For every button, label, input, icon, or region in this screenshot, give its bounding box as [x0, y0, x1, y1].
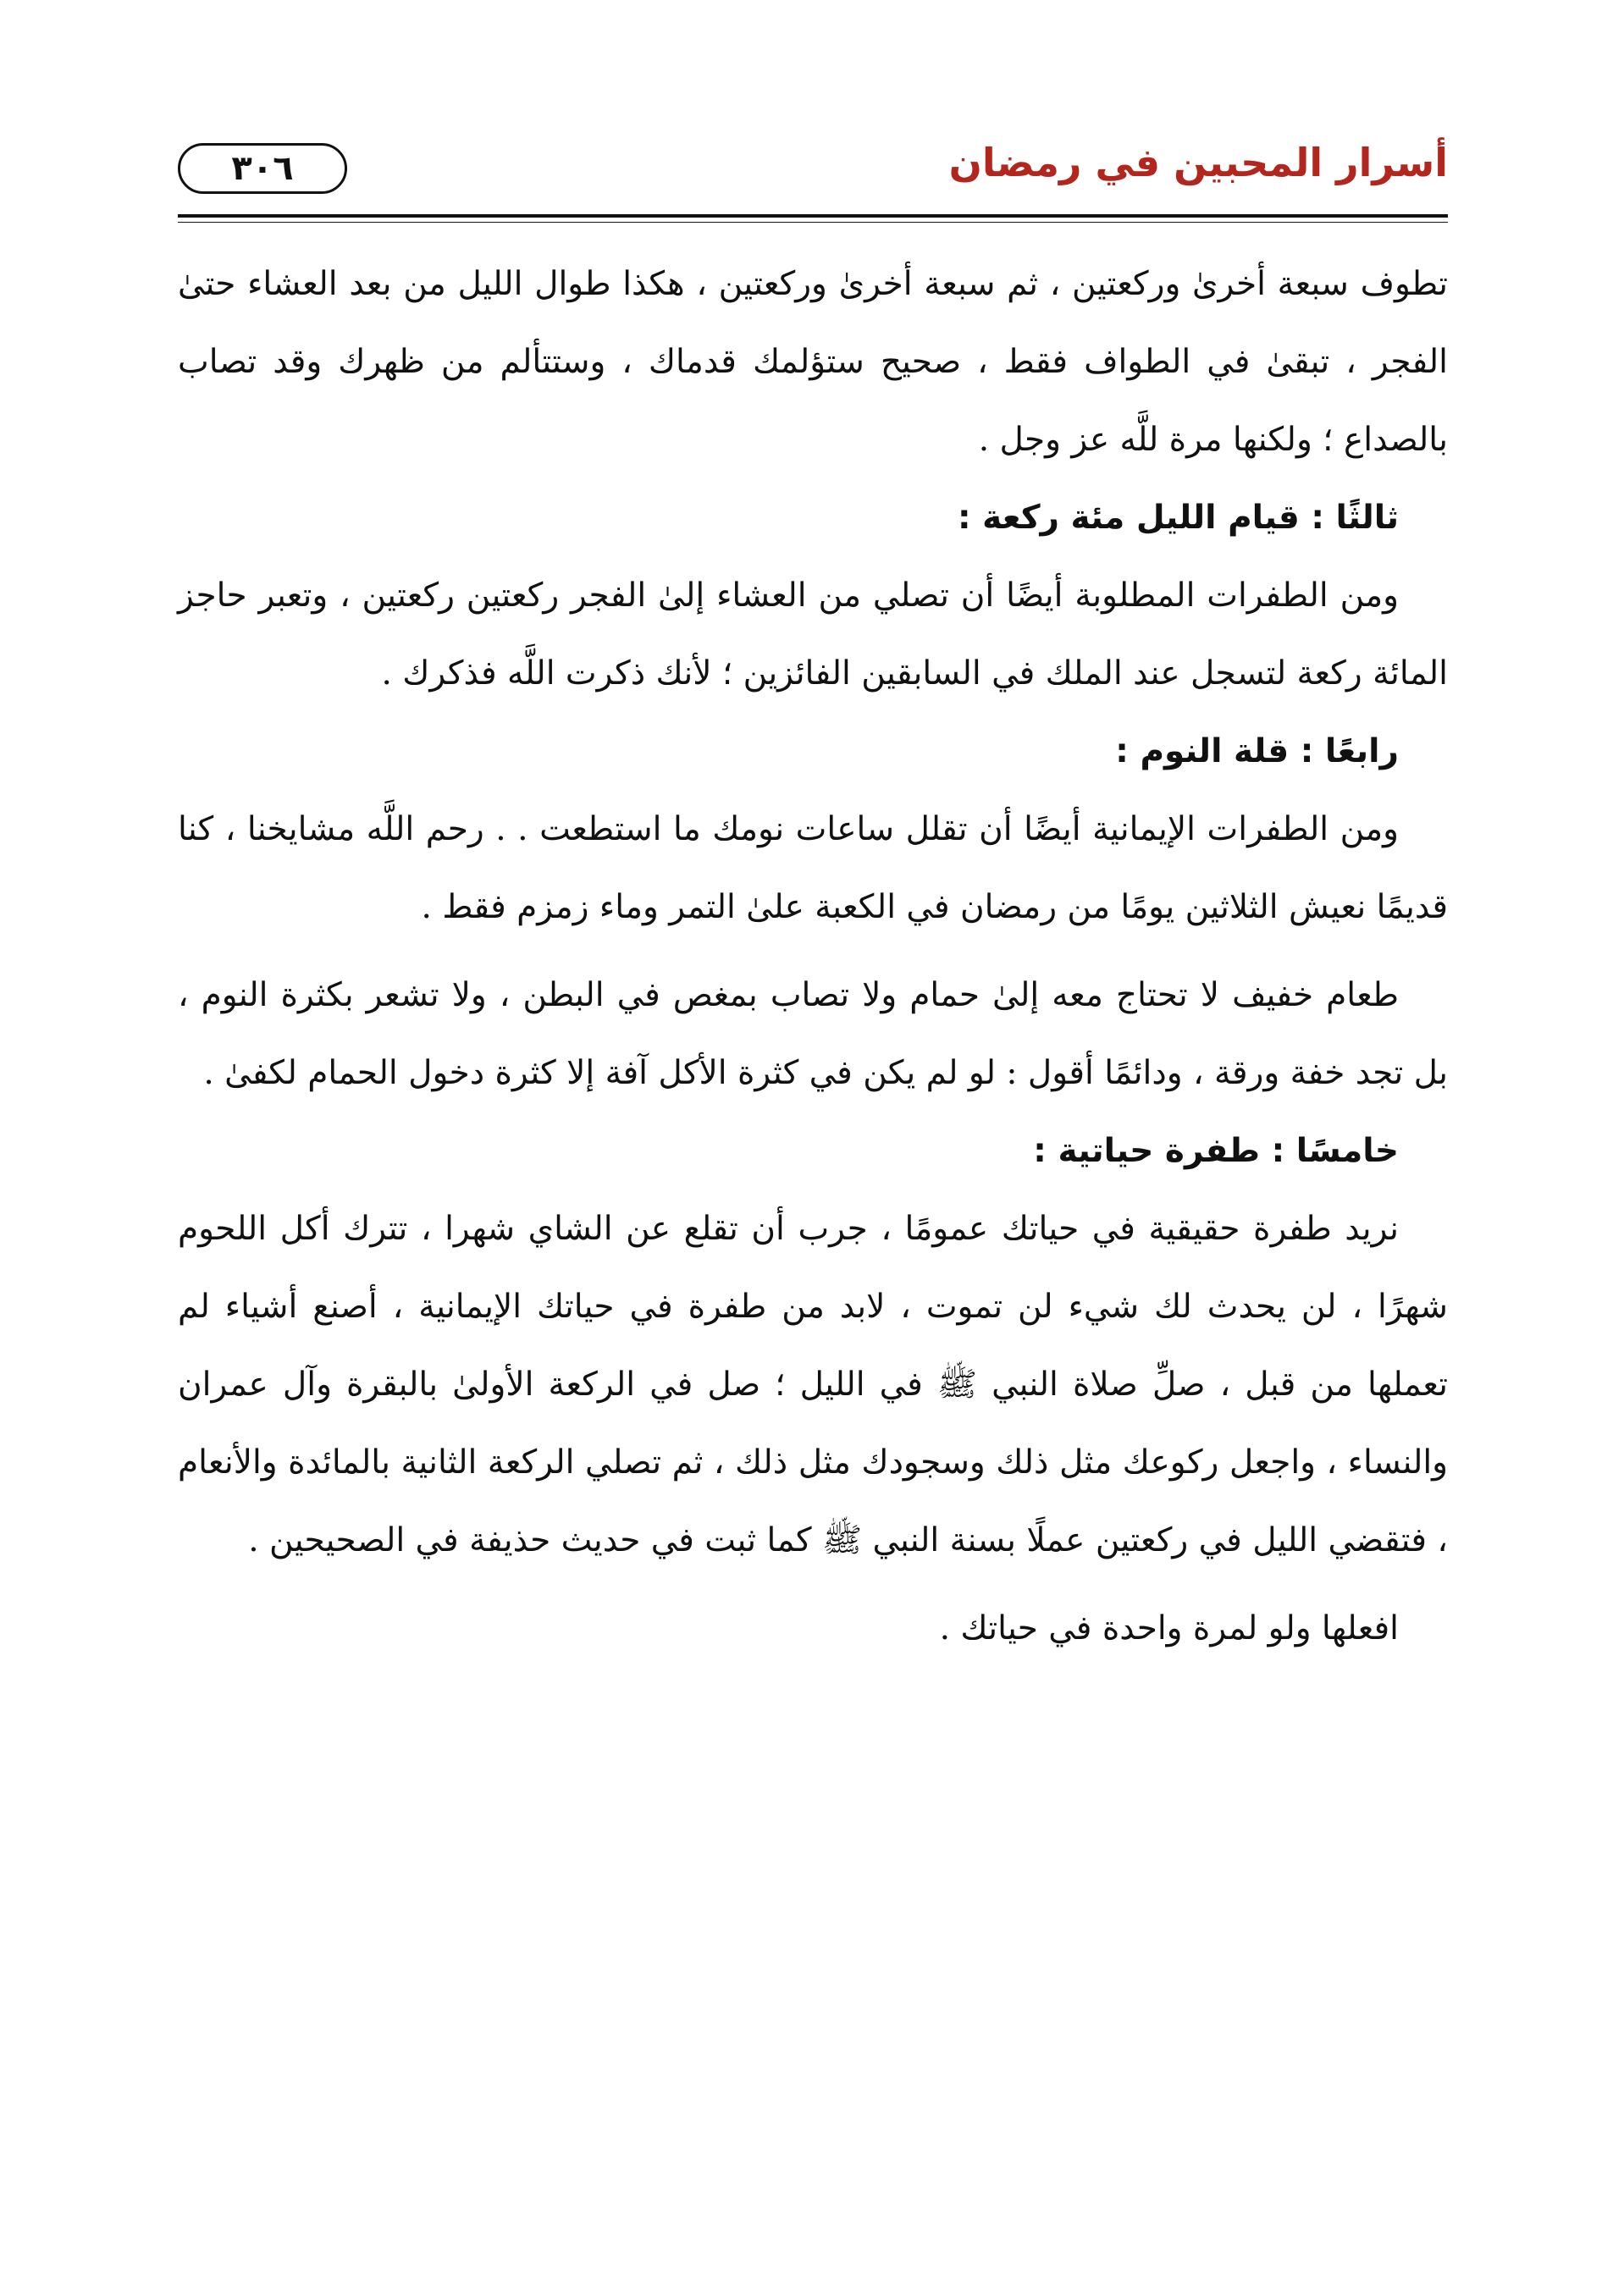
book-title: أسرار المحبين في رمضان [948, 140, 1448, 185]
paragraph: ومن الطفرات المطلوبة أيضًا أن تصلي من العشاء إلىٰ الفجر ركعتين ركعتين ، وتعبر حاجز المائة ركعة لتسجل عند الملك في السابقين الفائزين ؛ لأنك ذكرت اللَّه فذكرك . [178, 577, 1448, 693]
paragraph: تطوف سبعة أخرىٰ وركعتين ، ثم سبعة أخرىٰ وركعتين ، هكذا طوال الليل من بعد العشاء حتىٰ الفجر ، تبقىٰ في الطواف فقط ، صحيح ستؤلمك قدماك ، وستتألم من ظهرك وقد تصاب بالصداع ؛ ولكنها مرة للَّه عز وجل . [178, 265, 1448, 459]
page-number: ٣٠٦ [231, 149, 294, 188]
page-header [178, 140, 1448, 207]
paragraph: طعام خفيف لا تحتاج معه إلىٰ حمام ولا تصاب بمغص في البطن ، ولا تشعر بكثرة النوم ، بل تجد خفة ورقة ، ودائمًا أقول : لو لم يكن في كثرة الأكل آفة إلا كثرة دخول الحمام لكفىٰ . [178, 976, 1448, 1092]
paragraph: افعلها ولو لمرة واحدة في حياتك . [939, 1609, 1399, 1647]
section-heading: خامسًا : طفرة حياتية : [1033, 1132, 1399, 1170]
paragraph: ومن الطفرات الإيمانية أيضًا أن تقلل ساعات نومك ما استطعت . . رحم اللَّه مشايخنا ، كنا قديمًا نعيش الثلاثين يومًا من رمضان في الكعبة علىٰ التمر وماء زمزم فقط . [178, 810, 1448, 926]
section-heading: ثالثًا : قيام الليل مئة ركعة : [957, 499, 1399, 537]
page-number-frame [178, 143, 347, 194]
header-divider [178, 214, 1448, 218]
header-divider-thin [178, 222, 1448, 223]
section-heading: رابعًا : قلة النوم : [1115, 732, 1399, 770]
paragraph: نريد طفرة حقيقية في حياتك عمومًا ، جرب أن تقلع عن الشاي شهرا ، تترك أكل اللحوم شهرًا ، لن يحدث لك شيء لن تموت ، لابد من طفرة في حياتك الإيمانية ، أصنع أشياء لم تعملها من قبل ، صلِّ صلاة النبي ﷺ في الليل ؛ صل في الركعة الأولىٰ بالبقرة وآل عمران والنساء ، واجعل ركوعك مثل ذلك وسجودك مثل ذلك ، ثم تصلي الركعة الثانية بالمائدة والأنعام ، فتقضي الليل في ركعتين عملًا بسنة النبي ﷺ كما ثبت في حديث حذيفة في الصحيحين . [178, 1210, 1448, 1559]
page-body [178, 246, 1448, 1668]
